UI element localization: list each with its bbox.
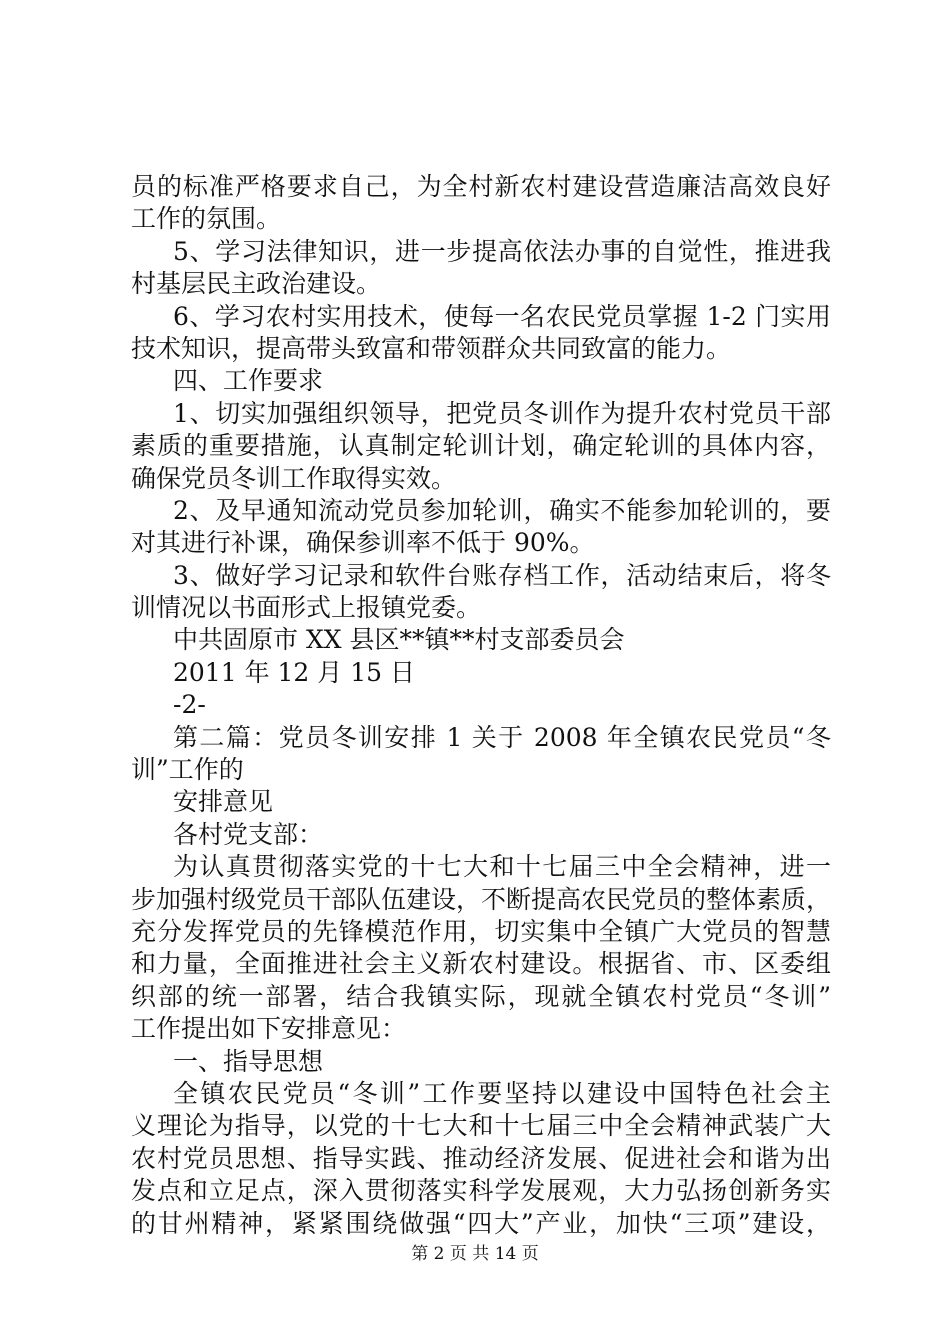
text-line: 3、做好学习记录和软件台账存档工作，活动结束后，将冬	[173, 560, 831, 590]
text-line: 农村党员思想、指导实践、推动经济发展、促进社会和谐为出	[131, 1143, 831, 1173]
text-line: 一、指导思想	[173, 1046, 324, 1076]
text-line: 1、切实加强组织领导，把党员冬训作为提升农村党员干部	[173, 398, 831, 428]
text-line: 6、学习农村实用技术，使每一名农民党员掌握 1-2 门实用	[173, 301, 831, 331]
text-line: 2011 年 12 月 15 日	[173, 657, 415, 687]
text-line: 和力量，全面推进社会主义新农村建设。根据省、市、区委组	[131, 949, 831, 979]
text-line: 5、学习法律知识，进一步提高依法办事的自觉性，推进我	[173, 236, 831, 266]
text-line: 训”工作的	[131, 755, 244, 785]
text-line: 四、工作要求	[173, 366, 324, 396]
text-line: 义理论为指导，以党的十七大和十七届三中全会精神武装广大	[131, 1111, 831, 1141]
text-line: 全镇农民党员“冬训”工作要坚持以建设中国特色社会主	[173, 1078, 831, 1108]
text-line: -2-	[173, 690, 206, 720]
text-line: 技术知识，提高带头致富和带领群众共同致富的能力。	[131, 333, 732, 363]
document-body	[131, 171, 831, 1240]
page-footer: 第 2 页 共 14 页	[411, 1244, 539, 1264]
text-line: 素质的重要措施，认真制定轮训计划，确定轮训的具体内容，	[131, 431, 831, 461]
text-line: 第二篇：党员冬训安排 1 关于 2008 年全镇农民党员“冬	[173, 722, 831, 752]
text-line: 对其进行补课，确保参训率不低于 90%。	[131, 528, 595, 558]
text-line: 的甘州精神，紧紧围绕做强“四大”产业，加快“三项”建设，	[131, 1208, 831, 1238]
text-line: 工作提出如下安排意见：	[131, 1014, 407, 1044]
text-line: 2、及早通知流动党员参加轮训，确实不能参加轮训的，要	[173, 495, 831, 525]
text-line: 发点和立足点，深入贯彻落实科学发展观，大力弘扬创新务实	[131, 1176, 831, 1206]
text-line: 员的标准严格要求自己，为全村新农村建设营造廉洁高效良好	[131, 172, 831, 201]
text-line: 为认真贯彻落实党的十七大和十七届三中全会精神，进一	[173, 852, 831, 882]
text-line: 村基层民主政治建设。	[131, 269, 382, 299]
text-line: 中共固原市 XX 县区**镇**村支部委员会	[173, 625, 625, 655]
text-line: 织部的统一部署，结合我镇实际，现就全镇农村党员“冬训”	[131, 981, 831, 1011]
text-line: 充分发挥党员的先锋模范作用，切实集中全镇广大党员的智慧	[131, 916, 831, 946]
text-line: 安排意见	[173, 787, 274, 817]
text-line: 各村党支部：	[173, 819, 324, 849]
text-line: 确保党员冬训工作取得实效。	[131, 463, 457, 493]
text-line: 工作的氛围。	[131, 204, 282, 234]
text-line: 训情况以书面形式上报镇党委。	[131, 593, 482, 623]
text-line: 步加强村级党员干部队伍建设，不断提高农民党员的整体素质，	[131, 884, 832, 914]
